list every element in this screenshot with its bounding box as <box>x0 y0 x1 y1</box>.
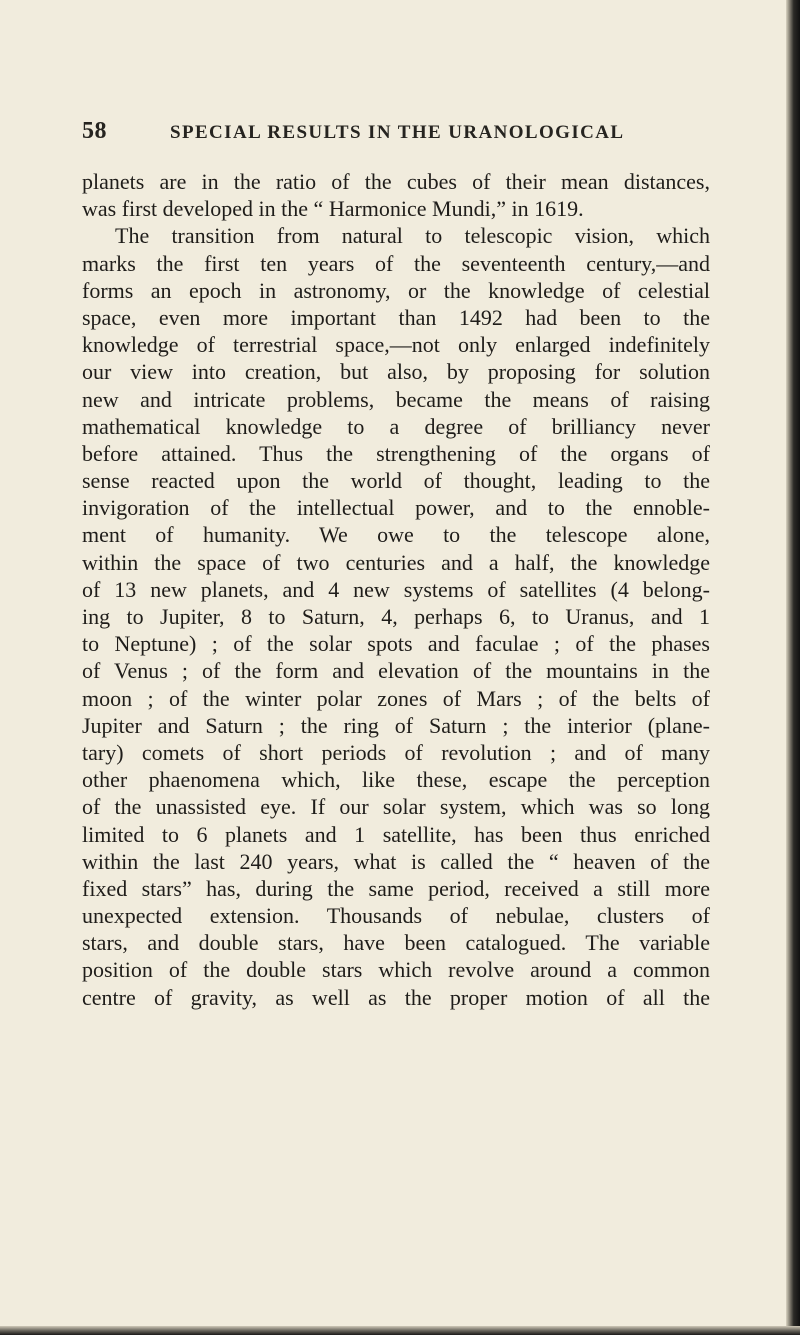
text-line: of 13 new planets, and 4 new systems of satellites (4 belong- <box>82 576 710 602</box>
text-line: invigoration of the intellectual power, and to the ennoble- <box>82 495 710 521</box>
book-edge-right <box>786 0 800 1335</box>
text-line: space, even more important than 1492 had been to the <box>82 304 710 330</box>
page-header <box>82 118 722 148</box>
text-line: moon ; of the winter polar zones of Mars ; of the belts of <box>82 685 710 711</box>
text-line: ment of humanity. We owe to the telescope alone, <box>82 522 710 548</box>
text-line: centre of gravity, as well as the proper motion of all the <box>82 984 710 1010</box>
text-line: forms an epoch in astronomy, or the knowledge of celestial <box>82 277 710 303</box>
text-line: mathematical knowledge to a degree of brilliancy never <box>82 413 710 439</box>
text-line: limited to 6 planets and 1 satellite, has been thus enriched <box>82 821 710 847</box>
text-line: our view into creation, but also, by proposing for solution <box>82 359 710 385</box>
text-line: tary) comets of short periods of revolution ; and of many <box>82 739 710 765</box>
text-line: within the last 240 years, what is called the “ heaven of the <box>82 848 710 874</box>
text-line: planets are in the ratio of the cubes of their mean distances, <box>82 169 710 194</box>
text-line: knowledge of terrestrial space,—not only enlarged indefinitely <box>82 332 710 358</box>
page-number: 58 <box>82 118 107 144</box>
text-line: fixed stars” has, during the same period, received a still more <box>82 875 710 901</box>
text-line: to Neptune) ; of the solar spots and faculae ; of the phases <box>82 631 710 657</box>
text-line: ing to Jupiter, 8 to Saturn, 4, perhaps 6, to Uranus, and 1 <box>82 604 710 629</box>
text-line: The transition from natural to telescopic vision, which <box>115 223 710 249</box>
body-text <box>82 168 710 1011</box>
text-line: new and intricate problems, became the means of raising <box>82 386 710 412</box>
text-line: Jupiter and Saturn ; the ring of Saturn ; the interior (plane- <box>82 712 710 738</box>
text-line: unexpected extension. Thousands of nebulae, clusters of <box>82 903 710 929</box>
text-line: of Venus ; of the form and elevation of the mountains in the <box>82 658 710 684</box>
text-line: position of the double stars which revolve around a common <box>82 957 710 983</box>
text-line: stars, and double stars, have been catalogued. The variable <box>82 930 710 956</box>
text-line: other phaenomena which, like these, escape the perception <box>82 767 710 793</box>
text-line: sense reacted upon the world of thought, leading to the <box>82 468 710 494</box>
text-line: before attained. Thus the strengthening of the organs of <box>82 440 710 466</box>
text-line: of the unassisted eye. If our solar system, which was so long <box>82 794 710 820</box>
book-edge-bottom <box>0 1326 800 1335</box>
running-head: SPECIAL RESULTS IN THE URANOLOGICAL <box>170 122 625 143</box>
text-line: marks the first ten years of the seventeenth century,—and <box>82 250 710 276</box>
text-line: was first developed in the “ Harmonice Mundi,” in 1619. <box>82 196 584 222</box>
text-line: within the space of two centuries and a half, the knowledge <box>82 549 710 575</box>
